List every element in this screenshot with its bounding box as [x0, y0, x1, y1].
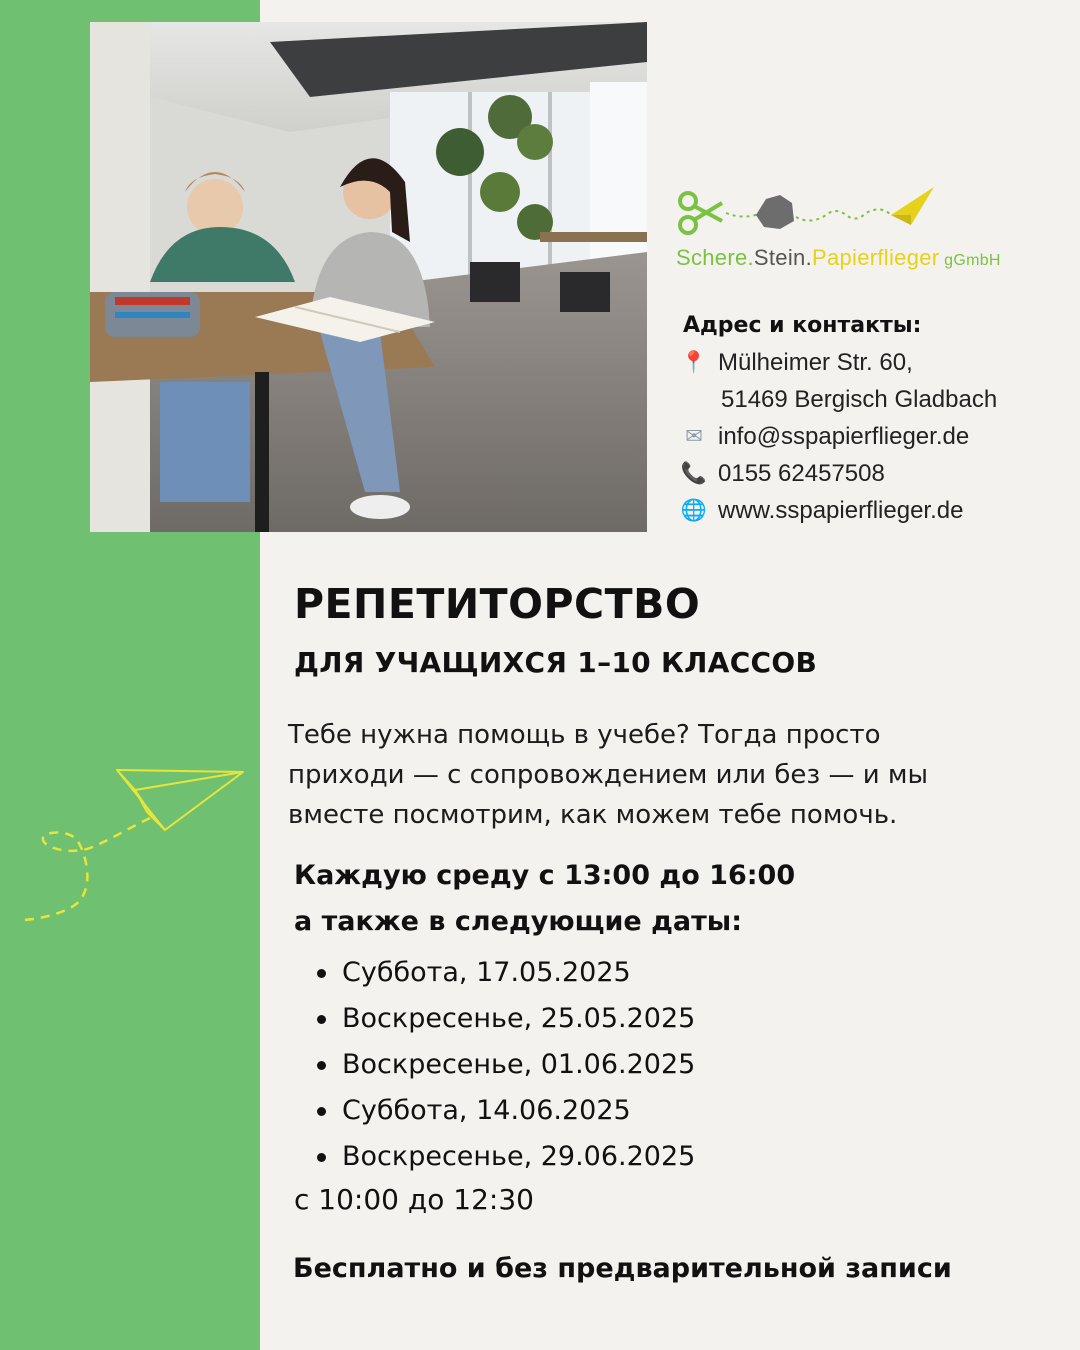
- address-row-2: [676, 381, 1066, 418]
- list-item: [312, 1042, 695, 1088]
- list-item: [312, 950, 695, 996]
- free-notice: Бесплатно и без предварительной записи: [293, 1253, 952, 1284]
- tutoring-photo: [90, 22, 647, 532]
- logo-wordmark: [676, 245, 1001, 271]
- website-link[interactable]: www.sspapierflieger.de: [718, 496, 964, 524]
- bullet-icon: [317, 969, 326, 978]
- bullet-icon: [317, 1153, 326, 1162]
- date-text: Суббота, 14.06.2025: [342, 1095, 631, 1126]
- bullet-icon: [317, 1107, 326, 1116]
- envelope-icon: ✉: [685, 425, 703, 448]
- phone-row[interactable]: [676, 455, 1066, 492]
- pin-icon: 📍: [680, 350, 708, 374]
- logo-part-ggmbh: gGmbH: [939, 252, 1001, 269]
- address-line2: 51469 Bergisch Gladbach: [721, 385, 998, 413]
- date-text: Воскресенье, 29.06.2025: [342, 1141, 696, 1172]
- paper-plane-decoration-icon: [15, 760, 250, 930]
- date-text: Воскресенье, 01.06.2025: [342, 1049, 696, 1080]
- intro-paragraph: [288, 715, 1008, 835]
- page-subtitle: ДЛЯ УЧАЩИХСЯ 1–10 КЛАССОВ: [294, 646, 818, 679]
- logo-part-schere: Schere.: [676, 245, 754, 270]
- phone-number[interactable]: 0155 62457508: [718, 459, 885, 487]
- additional-dates-title: а также в следующие даты:: [294, 906, 742, 937]
- contacts-block: [676, 313, 1066, 529]
- phone-icon: 📞: [680, 461, 708, 485]
- list-item: [312, 1134, 695, 1180]
- dates-list: [312, 950, 695, 1180]
- website-row[interactable]: [676, 492, 1066, 529]
- intro-line: Тебе нужна помощь в учебе? Тогда просто: [288, 720, 881, 750]
- globe-icon: 🌐: [680, 498, 708, 522]
- list-item: [312, 1088, 695, 1134]
- bullet-icon: [317, 1015, 326, 1024]
- date-text: Воскресенье, 25.05.2025: [342, 1003, 696, 1034]
- logo-part-stein: Stein.: [753, 245, 812, 270]
- email-link[interactable]: info@sspapierflieger.de: [718, 422, 970, 450]
- company-logo: [676, 185, 1016, 280]
- address-line1: Mülheimer Str. 60,: [718, 348, 913, 376]
- list-item: [312, 996, 695, 1042]
- bullet-icon: [317, 1061, 326, 1070]
- page-title: РЕПЕТИТОРСТВО: [294, 580, 701, 628]
- address-row: [676, 344, 1066, 381]
- intro-line: вместе посмотрим, как можем тебе помочь.: [288, 800, 898, 830]
- intro-line: приходи — с сопровождением или без — и мы: [288, 760, 929, 790]
- session-time: с 10:00 до 12:30: [294, 1183, 534, 1216]
- email-row[interactable]: [676, 418, 1066, 455]
- logo-graphic-icon: [676, 185, 1016, 245]
- date-text: Суббота, 17.05.2025: [342, 957, 631, 988]
- logo-part-papierflieger: Papierflieger: [811, 245, 940, 270]
- contacts-title: Адрес и контакты:: [683, 313, 922, 338]
- weekly-schedule: Каждую среду с 13:00 до 16:00: [294, 860, 796, 891]
